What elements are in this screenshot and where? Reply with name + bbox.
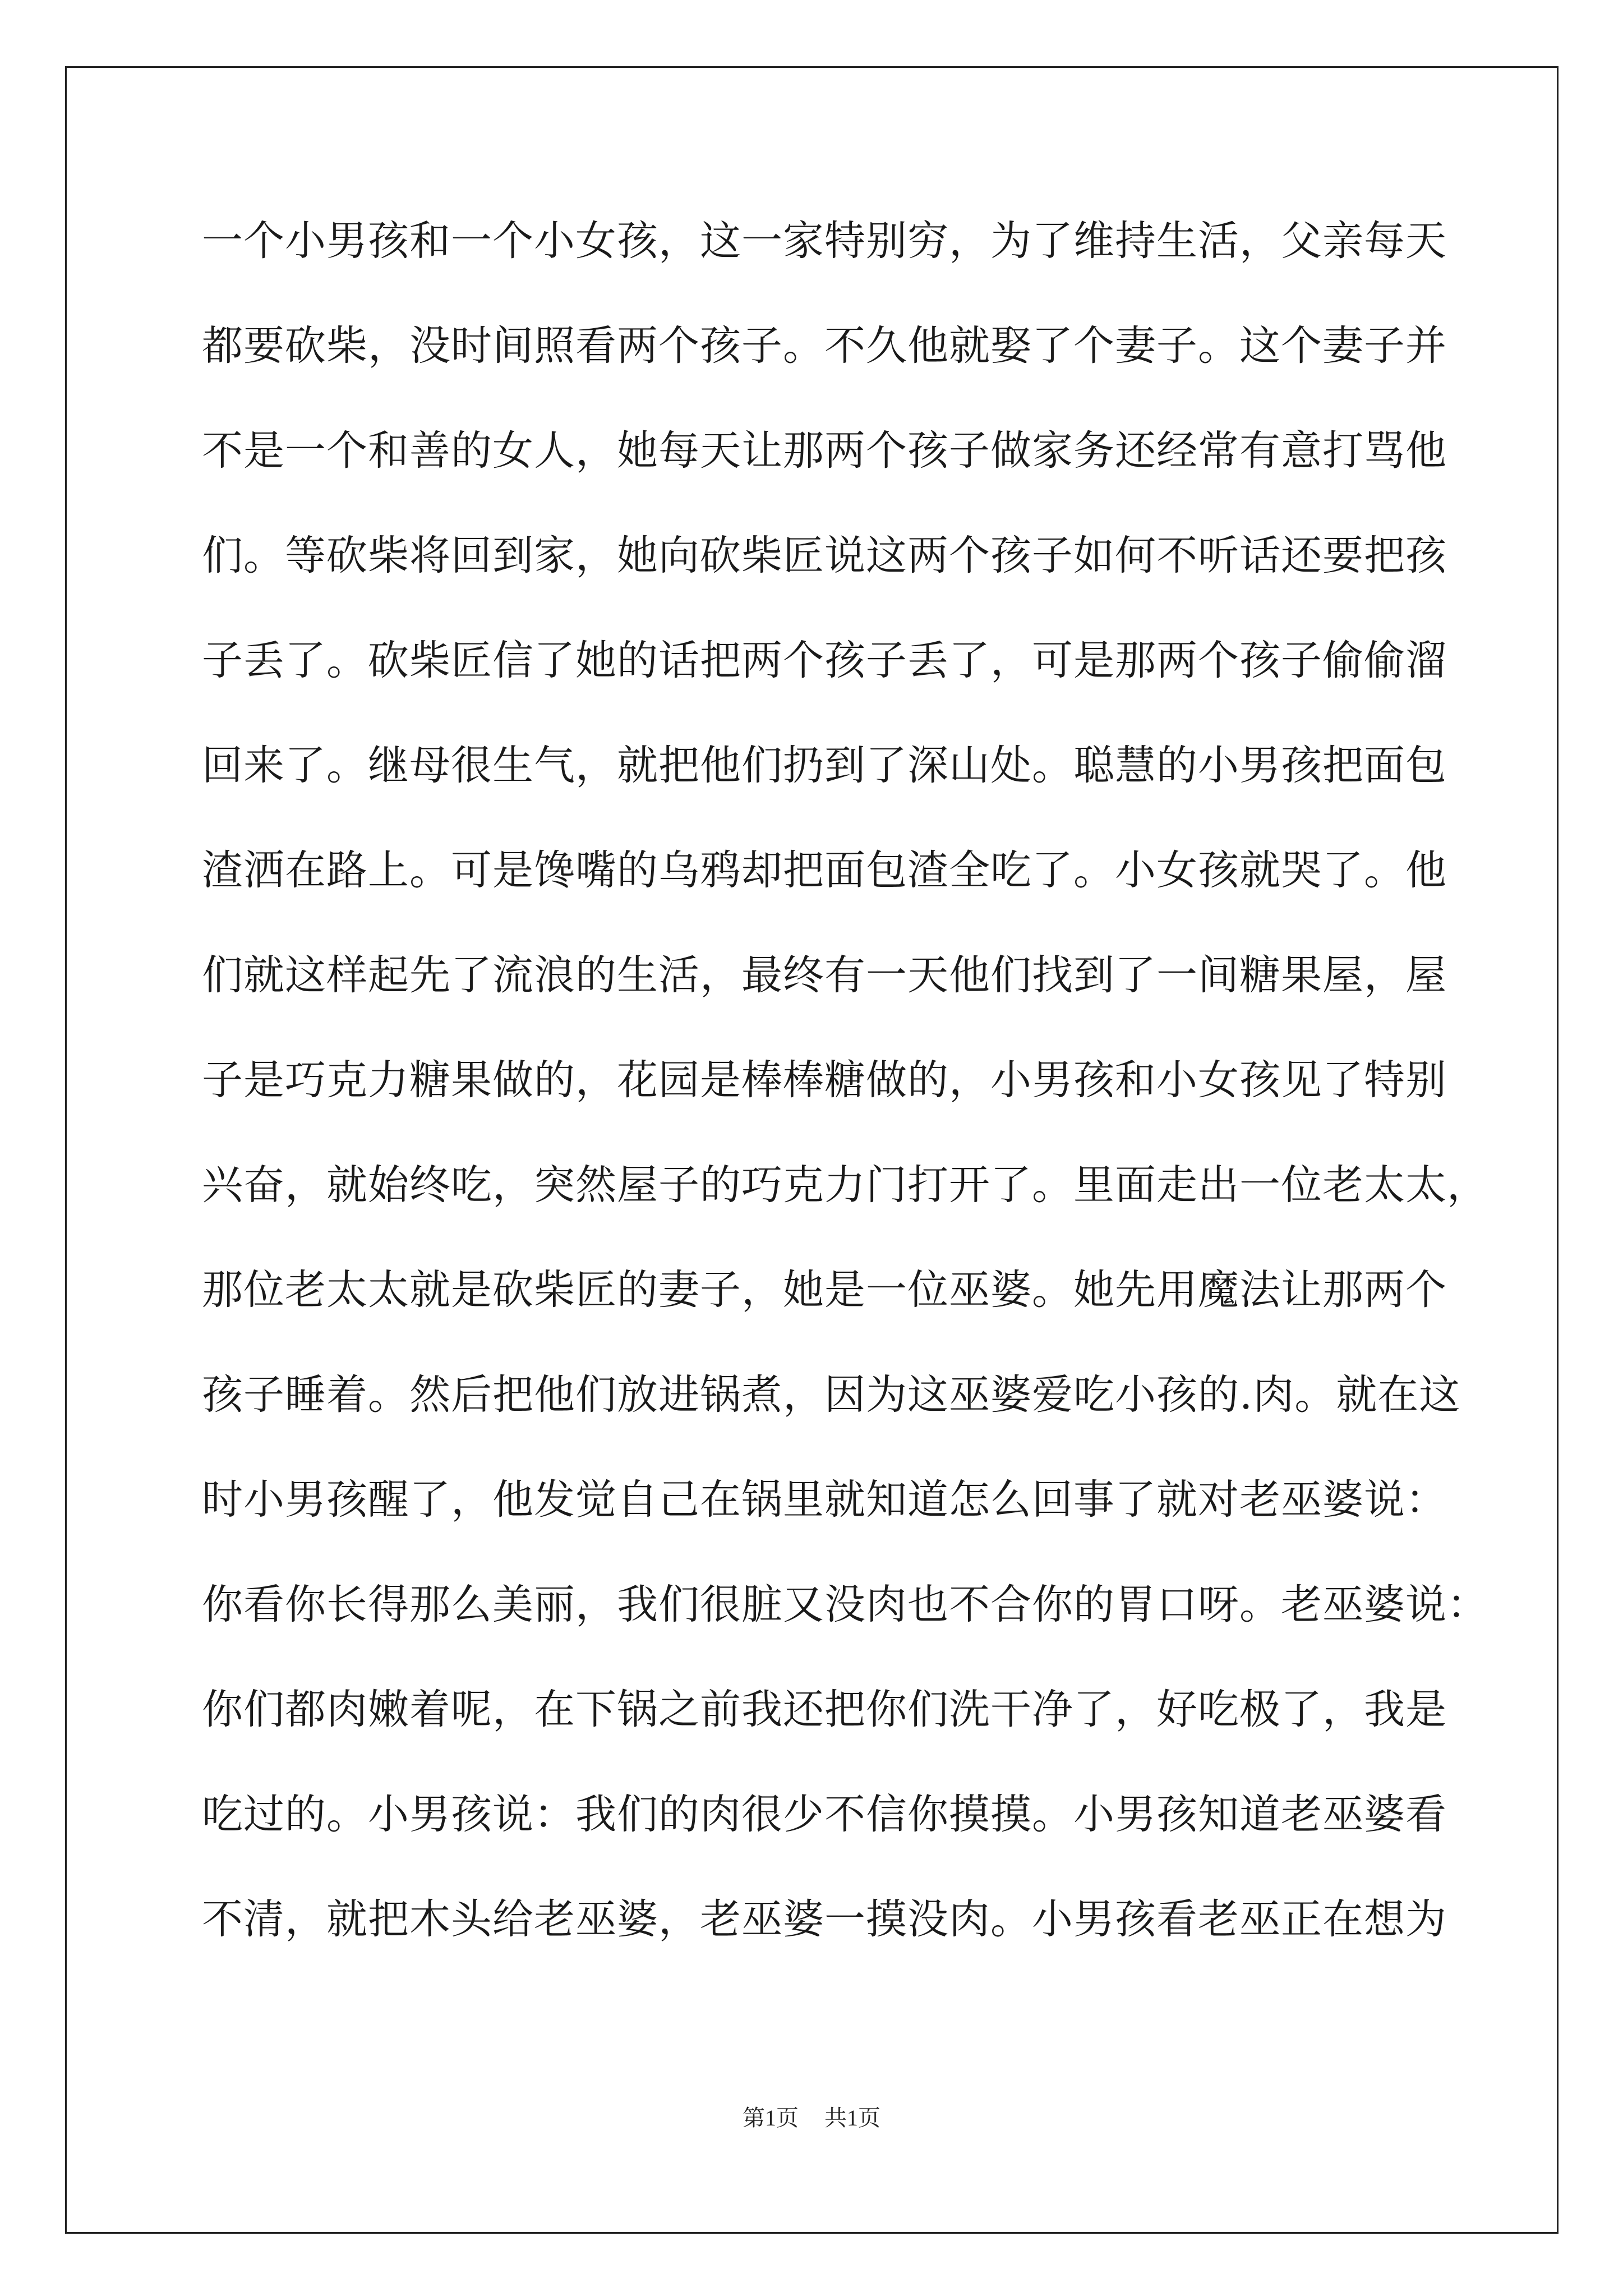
text-line: 不是一个和善的女人，她每天让那两个孩子做家务还经常有意打骂他	[202, 427, 1447, 475]
page-footer	[0, 2100, 1623, 2132]
text-line: 吃过的。小男孩说：我们的肉很少不信你摸摸。小男孩知道老巫婆看	[202, 1791, 1447, 1838]
text-line: 不清，就把木头给老巫婆，老巫婆一摸没肉。小男孩看老巫正在想为	[202, 1895, 1447, 1943]
text-line: 回来了。继母很生气，就把他们扔到了深山处。聪慧的小男孩把面包	[202, 742, 1447, 789]
text-line: 你看你长得那么美丽，我们很脏又没肉也不合你的胃口呀。老巫婆说：	[202, 1581, 1488, 1628]
text-line: 时小男孩醒了，他发觉自己在锅里就知道怎么回事了就对老巫婆说：	[202, 1476, 1447, 1524]
page-number: 第1页	[743, 2105, 799, 2131]
text-line: 兴奋，就始终吃，突然屋子的巧克力门打开了。里面走出一位老太太，	[202, 1161, 1488, 1209]
text-line: 们就这样起先了流浪的生活，最终有一天他们找到了一间糖果屋，屋	[202, 951, 1447, 999]
text-line: 们。等砍柴将回到家，她向砍柴匠说这两个孩子如何不听话还要把孩	[202, 532, 1447, 579]
text-line: 那位老太太就是砍柴匠的妻子，她是一位巫婆。她先用魔法让那两个	[202, 1266, 1447, 1314]
text-line: 子是巧克力糖果做的，花园是棒棒糖做的，小男孩和小女孩见了特别	[202, 1056, 1447, 1104]
text-line: 子丢了。砍柴匠信了她的话把两个孩子丢了，可是那两个孩子偷偷溜	[202, 637, 1447, 684]
body-text	[202, 213, 1488, 1996]
text-line: 一个小男孩和一个小女孩，这一家特别穷，为了维持生活，父亲每天	[202, 217, 1447, 265]
text-line: 孩子睡着。然后把他们放进锅煮，因为这巫婆爱吃小孩的.肉。就在这	[202, 1371, 1461, 1419]
text-line: 你们都肉嫩着呢，在下锅之前我还把你们洗干净了，好吃极了，我是	[202, 1686, 1447, 1733]
text-line: 渣洒在路上。可是馋嘴的乌鸦却把面包渣全吃了。小女孩就哭了。他	[202, 846, 1447, 894]
text-line: 都要砍柴，没时间照看两个孩子。不久他就娶了个妻子。这个妻子并	[202, 322, 1447, 370]
page-total: 共1页	[824, 2105, 880, 2131]
